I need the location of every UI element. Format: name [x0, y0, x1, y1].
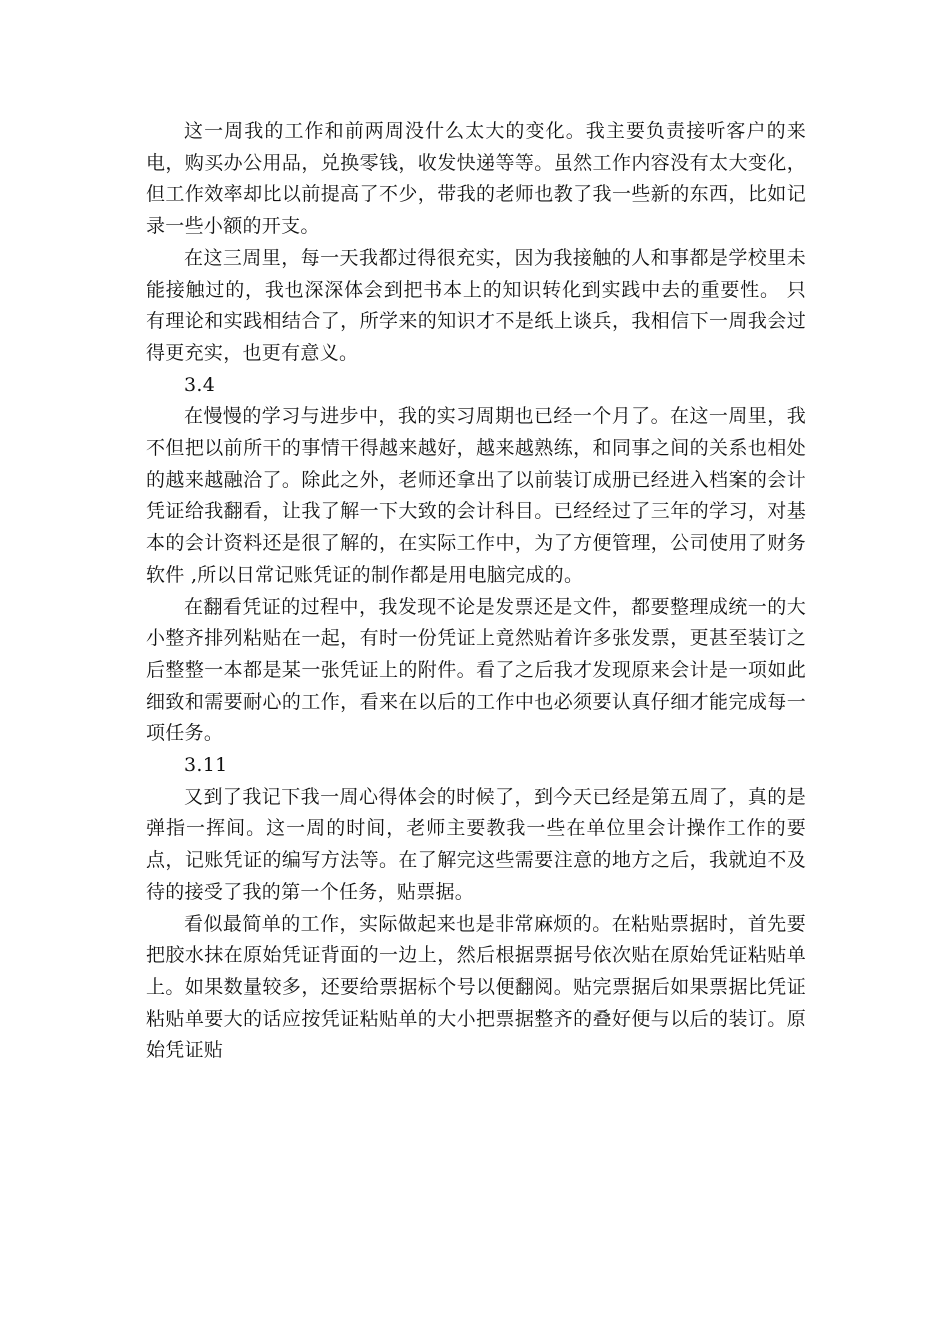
paragraph-6: 看似最简单的工作，实际做起来也是非常麻烦的。在粘贴票据时，首先要把胶水抹在原始凭证背面的一边上，然后根据票据号依次贴在原始凭证粘贴单上。如果数量较多，还要给票据标个号以便翻阅。贴完票据后如果票据比凭证粘贴单要大的话应按凭证粘贴单的大小把票据整齐的叠好便与以后的装订。原始凭证贴 — [146, 912, 806, 1062]
paragraph-3: 在慢慢的学习与进步中，我的实习周期也已经一个月了。在这一周里，我不但把以前所干的事情干得越来越好，越来越熟练，和同事之间的关系也相处的越来越融洽了。除此之外，老师还拿出了以前装订成册已经进入档案的会计凭证给我翻看，让我了解一下大致的会计科目。已经经过了三年的学习，对基本的会计资料还是很了解的，在实际工作中，为了方便管理，公司使用了财务软件 ,所以日常记账凭证的制作都是用电脑完成的。 — [146, 405, 806, 586]
paragraph-5: 又到了我记下我一周心得体会的时候了，到今天已经是第五周了，真的是弹指一挥间。这一周的时间，老师主要教我一些在单位里会计操作工作的要点，记账凭证的编写方法等。在了解完这些需要注意的地方之后，我就迫不及待的接受了我的第一个任务，贴票据。 — [146, 785, 806, 903]
paragraph-2: 在这三周里，每一天我都过得很充实，因为我接触的人和事都是学校里未能接触过的，我也深深体会到把书本上的知识转化到实践中去的重要性。 只有理论和实践相结合了，所学来的知识才不是纸上谈兵，我相信下一周我会过得更充实，也更有意义。 — [146, 246, 806, 364]
paragraph-1: 这一周我的工作和前两周没什么太大的变化。我主要负责接听客户的来电，购买办公用品，兑换零钱，收发快递等等。虽然工作内容没有太大变化，但工作效率却比以前提高了不少，带我的老师也教了我一些新的东西，比如记录一些小额的开支。 — [146, 120, 806, 238]
date-heading-3-4: 3.4 — [184, 373, 216, 396]
paragraph-4: 在翻看凭证的过程中，我发现不论是发票还是文件，都要整理成统一的大小整齐排列粘贴在一起，有时一份凭证上竟然贴着许多张发票，更甚至装订之后整整一本都是某一张凭证上的附件。看了之后我才发现原来会计是一项如此细致和需要耐心的工作，看来在以后的工作中也必须要认真仔细才能完成每一项任务。 — [146, 595, 806, 745]
date-heading-3-11: 3.11 — [184, 754, 228, 777]
document-body — [146, 116, 806, 1067]
